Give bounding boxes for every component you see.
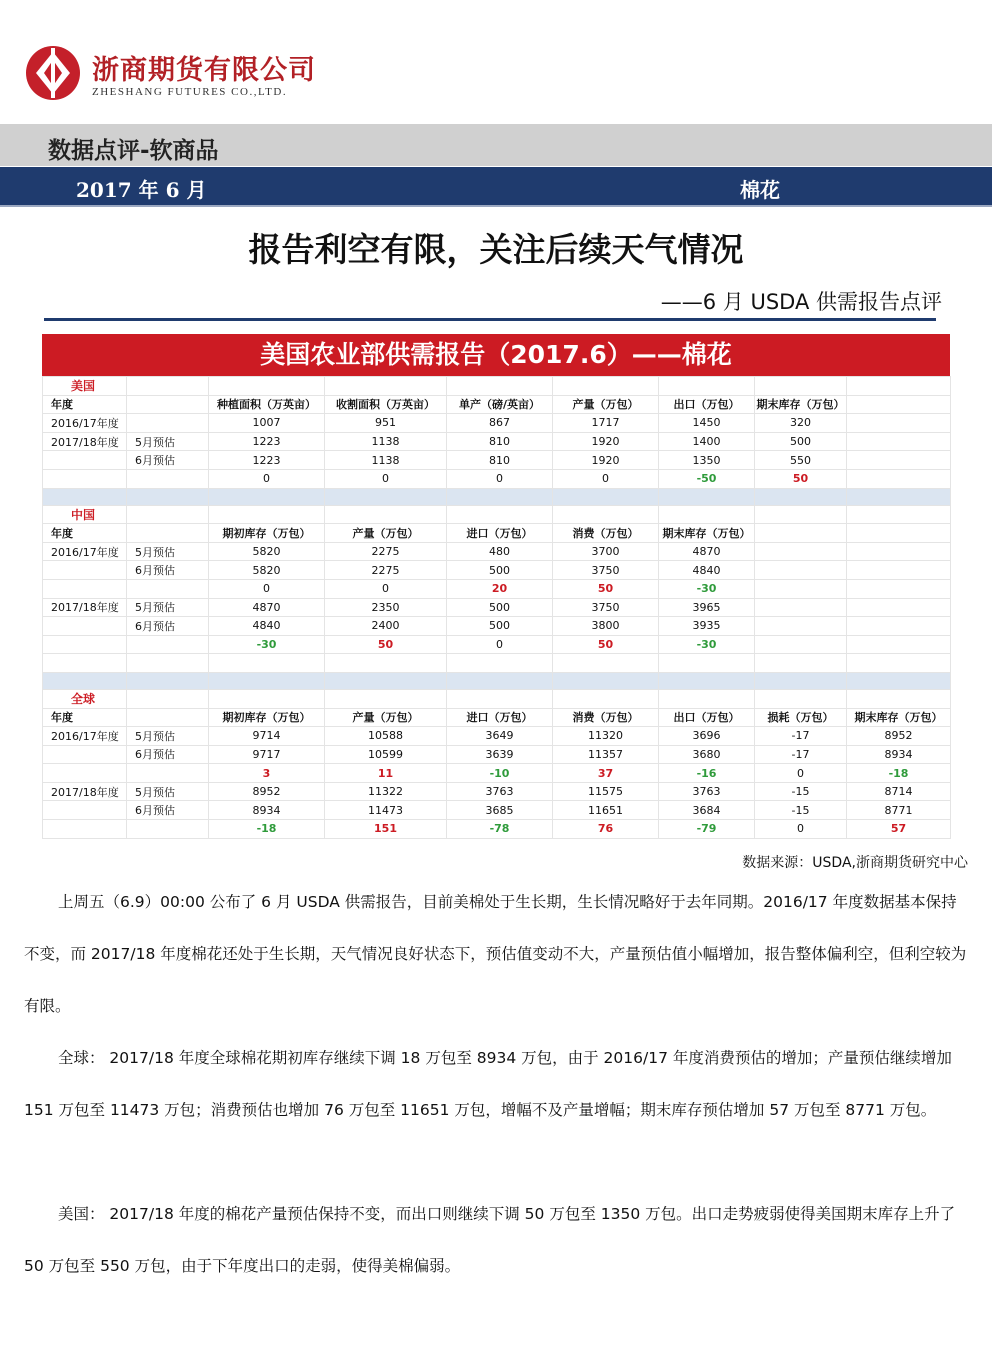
table-cell: [847, 579, 951, 598]
table-cell: 年度: [43, 395, 127, 414]
table-cell: 1450: [659, 414, 755, 433]
company-logo: [24, 44, 82, 102]
table-cell: 0: [755, 764, 847, 783]
table-cell: [43, 579, 127, 598]
table-cell: 810: [447, 432, 553, 451]
table-cell: -15: [755, 782, 847, 801]
table-cell: 4840: [659, 561, 755, 580]
table-cell: 进口（万包）: [447, 524, 553, 543]
table-cell: 6月预估: [127, 451, 209, 470]
table-cell: 3763: [447, 782, 553, 801]
page-title: 报告利空有限，关注后续天气情况: [248, 230, 744, 269]
report-date: 2017 年 6 月: [76, 178, 207, 202]
table-cell: 2016/17年度: [43, 542, 127, 561]
table-cell: 3696: [659, 727, 755, 746]
table-row: [43, 561, 951, 580]
table-cell: [847, 505, 951, 524]
table-cell: 3965: [659, 598, 755, 617]
table-cell: 4870: [659, 542, 755, 561]
table-cell: 期末库存（万包）: [847, 708, 951, 727]
table-cell: [43, 801, 127, 820]
table-cell: 6月预估: [127, 745, 209, 764]
table-cell: [325, 689, 447, 708]
table-cell: -30: [659, 635, 755, 654]
table-cell: [447, 689, 553, 708]
table-cell: 年度: [43, 524, 127, 543]
table-cell: [43, 561, 127, 580]
table-cell: [847, 432, 951, 451]
table-cell: [127, 414, 209, 433]
section-us-label-row: [43, 377, 951, 396]
table-cell: [755, 542, 847, 561]
table-cell: 0: [325, 579, 447, 598]
table-cell: 1717: [553, 414, 659, 433]
table-cell: 50: [553, 635, 659, 654]
table-cell: [43, 820, 127, 839]
table-cell: [755, 377, 847, 396]
table-cell: 0: [553, 469, 659, 488]
table-cell: 8934: [847, 745, 951, 764]
table-cell: [43, 469, 127, 488]
table-cell: 期末库存（万包）: [755, 395, 847, 414]
table-cell: [847, 395, 951, 414]
table-cell: 出口（万包）: [659, 708, 755, 727]
table-cell: 50: [553, 579, 659, 598]
table-cell: [847, 542, 951, 561]
table-cell: 5820: [209, 542, 325, 561]
table-cell: [127, 377, 209, 396]
table-cell: 8714: [847, 782, 951, 801]
table-cell: [847, 451, 951, 470]
section-separator: [43, 488, 951, 505]
table-cell: 6月预估: [127, 801, 209, 820]
table-cell: 3680: [659, 745, 755, 764]
table-cell: [847, 377, 951, 396]
table-cell: 期初库存（万包）: [209, 708, 325, 727]
table-row: [43, 820, 951, 839]
table-cell: -10: [447, 764, 553, 783]
table-cell: 0: [325, 469, 447, 488]
table-cell: [553, 689, 659, 708]
table-cell: [43, 764, 127, 783]
table-cell: [755, 505, 847, 524]
table-cell: 8934: [209, 801, 325, 820]
table-cell: 11651: [553, 801, 659, 820]
table-cell: [553, 377, 659, 396]
table-cell: [43, 451, 127, 470]
table-cell: -18: [847, 764, 951, 783]
table-cell: -79: [659, 820, 755, 839]
table-cell: 1223: [209, 451, 325, 470]
table-cell: [847, 598, 951, 617]
table-cell: -18: [209, 820, 325, 839]
table-cell: 3649: [447, 727, 553, 746]
table-cell: 出口（万包）: [659, 395, 755, 414]
table-cell: 11357: [553, 745, 659, 764]
table-cell: [43, 617, 127, 636]
section-label: 全球: [43, 689, 127, 708]
table-cell: 951: [325, 414, 447, 433]
table-cell: 消费（万包）: [553, 708, 659, 727]
table-cell: 年度: [43, 708, 127, 727]
table-cell: 3685: [447, 801, 553, 820]
table-cell: 1223: [209, 432, 325, 451]
section-world-header-row: [43, 708, 951, 727]
table-cell: 10588: [325, 727, 447, 746]
table-cell: 6月预估: [127, 561, 209, 580]
section-label: 中国: [43, 505, 127, 524]
table-cell: 2275: [325, 561, 447, 580]
table-cell: 0: [209, 579, 325, 598]
table-row: [43, 432, 951, 451]
table-cell: 3684: [659, 801, 755, 820]
table-cell: [847, 414, 951, 433]
table-cell: [43, 635, 127, 654]
table-cell: [847, 617, 951, 636]
table-cell: 期末库存（万包）: [659, 524, 755, 543]
table-title: 美国农业部供需报告（2017.6）——棉花: [42, 334, 950, 376]
table-cell: 3935: [659, 617, 755, 636]
table-cell: 0: [447, 469, 553, 488]
table-cell: 损耗（万包）: [755, 708, 847, 727]
table-cell: [127, 505, 209, 524]
table-row: [43, 764, 951, 783]
table-cell: 1350: [659, 451, 755, 470]
table-cell: [325, 505, 447, 524]
table-cell: 产量（万包）: [553, 395, 659, 414]
table-cell: -17: [755, 745, 847, 764]
table-cell: 3800: [553, 617, 659, 636]
table-cell: 2017/18年度: [43, 782, 127, 801]
table-cell: [127, 635, 209, 654]
table-cell: -30: [209, 635, 325, 654]
blank-row: [43, 654, 951, 673]
table-cell: 0: [209, 469, 325, 488]
table-cell: 11320: [553, 727, 659, 746]
table-cell: 2275: [325, 542, 447, 561]
table-cell: 5月预估: [127, 727, 209, 746]
table-cell: 单产（磅/英亩）: [447, 395, 553, 414]
table-cell: [127, 579, 209, 598]
table-cell: 50: [325, 635, 447, 654]
table-cell: 产量（万包）: [325, 708, 447, 727]
company-name-cn: 浙商期货有限公司: [92, 55, 316, 86]
section-us-header-row: [43, 395, 951, 414]
table-cell: [127, 395, 209, 414]
data-source: 数据来源：USDA,浙商期货研究中心: [742, 855, 968, 871]
table-row: [43, 579, 951, 598]
table-cell: [325, 377, 447, 396]
table-cell: 151: [325, 820, 447, 839]
table-cell: [209, 505, 325, 524]
table-cell: 2017/18年度: [43, 432, 127, 451]
table-cell: 产量（万包）: [325, 524, 447, 543]
section-label: 美国: [43, 377, 127, 396]
table-cell: [127, 820, 209, 839]
table-cell: [755, 579, 847, 598]
table-cell: [755, 524, 847, 543]
table-cell: 3700: [553, 542, 659, 561]
table-cell: [127, 469, 209, 488]
table-cell: 2016/17年度: [43, 727, 127, 746]
table-cell: 8952: [847, 727, 951, 746]
table-row: [43, 801, 951, 820]
table-cell: [755, 561, 847, 580]
table-cell: [755, 598, 847, 617]
table-cell: [127, 708, 209, 727]
table-cell: -17: [755, 727, 847, 746]
table-cell: [847, 689, 951, 708]
table-cell: 500: [447, 598, 553, 617]
section-separator: [43, 672, 951, 689]
table-cell: [659, 377, 755, 396]
table-cell: 1007: [209, 414, 325, 433]
table-cell: -30: [659, 579, 755, 598]
table-cell: 9714: [209, 727, 325, 746]
table-row: [43, 542, 951, 561]
table-cell: 11575: [553, 782, 659, 801]
table-cell: 480: [447, 542, 553, 561]
table-row: [43, 745, 951, 764]
table-cell: 进口（万包）: [447, 708, 553, 727]
table-cell: 2016/17年度: [43, 414, 127, 433]
paragraph-world: 全球： 2017/18 年度全球棉花期初库存继续下调 18 万包至 8934 万包，由于 2016/17 年度消费预估的增加；产量预估继续增加 151 万包至 11473 万包；消费预估也增加 76 万包至 11651 万包，增幅不及产量增幅；期末库存预估增加 57 万包至 8771 万包。: [24, 1049, 952, 1119]
table-cell: 2350: [325, 598, 447, 617]
table-cell: [755, 617, 847, 636]
table-cell: 3750: [553, 561, 659, 580]
table-cell: 76: [553, 820, 659, 839]
table-cell: 3639: [447, 745, 553, 764]
table-row: [43, 635, 951, 654]
table-row: [43, 414, 951, 433]
table-cell: 1920: [553, 432, 659, 451]
table-cell: 8952: [209, 782, 325, 801]
table-cell: 2400: [325, 617, 447, 636]
table-cell: 消费（万包）: [553, 524, 659, 543]
section-china-label-row: [43, 505, 951, 524]
table-cell: 收割面积（万英亩）: [325, 395, 447, 414]
table-cell: -50: [659, 469, 755, 488]
table-cell: [43, 745, 127, 764]
page-subtitle: ——6 月 USDA 供需报告点评: [660, 290, 942, 314]
table-row: [43, 451, 951, 470]
table-row: [43, 469, 951, 488]
commodity-label: 棉花: [740, 178, 780, 202]
section-world-label-row: [43, 689, 951, 708]
table-cell: 期初库存（万包）: [209, 524, 325, 543]
table-cell: [447, 377, 553, 396]
table-cell: 3: [209, 764, 325, 783]
table-cell: 1920: [553, 451, 659, 470]
table-cell: 3750: [553, 598, 659, 617]
table-row: [43, 727, 951, 746]
table-cell: 6月预估: [127, 617, 209, 636]
table-cell: [659, 505, 755, 524]
table-cell: -78: [447, 820, 553, 839]
table-cell: [847, 561, 951, 580]
table-cell: [447, 505, 553, 524]
table-cell: [127, 764, 209, 783]
table-cell: 5月预估: [127, 598, 209, 617]
table-cell: 10599: [325, 745, 447, 764]
table-cell: 20: [447, 579, 553, 598]
table-cell: [209, 377, 325, 396]
title-divider: [44, 318, 936, 321]
table-cell: 0: [447, 635, 553, 654]
table-cell: -15: [755, 801, 847, 820]
company-name-en: ZHESHANG FUTURES CO.,LTD.: [92, 86, 288, 98]
usda-table: [42, 334, 950, 839]
table-cell: [659, 689, 755, 708]
table-cell: [127, 524, 209, 543]
table-cell: 810: [447, 451, 553, 470]
table-cell: 867: [447, 414, 553, 433]
table-cell: 11322: [325, 782, 447, 801]
data-table: [42, 376, 951, 839]
table-cell: 9717: [209, 745, 325, 764]
table-cell: 57: [847, 820, 951, 839]
paragraph-intro: 上周五（6.9）00:00 公布了 6 月 USDA 供需报告，目前美棉处于生长期，生长情况略好于去年同期。2016/17 年度数据基本保持不变，而 2017/18 年度棉花还处于生长期，天气情况良好状态下，预估值变动不大，产量预估值小幅增加，报告整体偏利空，但利空较为有限。: [24, 893, 967, 1015]
table-cell: 50: [755, 469, 847, 488]
table-cell: 2017/18年度: [43, 598, 127, 617]
table-cell: 3763: [659, 782, 755, 801]
table-cell: 500: [755, 432, 847, 451]
report-category: 数据点评-软商品: [48, 138, 219, 164]
section-china-header-row: [43, 524, 951, 543]
table-cell: 4870: [209, 598, 325, 617]
table-cell: 1138: [325, 451, 447, 470]
table-row: [43, 617, 951, 636]
table-cell: [553, 505, 659, 524]
table-cell: [847, 635, 951, 654]
table-cell: 种植面积（万英亩）: [209, 395, 325, 414]
table-cell: 550: [755, 451, 847, 470]
paragraph-us: 美国： 2017/18 年度的棉花产量预估保持不变，而出口则继续下调 50 万包至 1350 万包。出口走势疲弱使得美国期末库存上升了 50 万包至 550 万包，由于下年度出口的走弱，使得美棉偏弱。: [24, 1205, 956, 1275]
table-cell: [127, 689, 209, 708]
table-cell: 1138: [325, 432, 447, 451]
table-cell: 8771: [847, 801, 951, 820]
table-cell: -16: [659, 764, 755, 783]
table-cell: 0: [755, 820, 847, 839]
table-cell: [755, 635, 847, 654]
table-cell: 1400: [659, 432, 755, 451]
table-row: [43, 782, 951, 801]
table-cell: 4840: [209, 617, 325, 636]
table-cell: 11473: [325, 801, 447, 820]
table-cell: 5月预估: [127, 542, 209, 561]
table-row: [43, 598, 951, 617]
table-cell: [847, 524, 951, 543]
table-cell: [847, 469, 951, 488]
table-cell: 5月预估: [127, 782, 209, 801]
table-cell: 11: [325, 764, 447, 783]
table-cell: [755, 689, 847, 708]
table-cell: 320: [755, 414, 847, 433]
table-cell: 5月预估: [127, 432, 209, 451]
table-cell: 500: [447, 617, 553, 636]
table-cell: 5820: [209, 561, 325, 580]
table-cell: 37: [553, 764, 659, 783]
table-cell: 500: [447, 561, 553, 580]
table-cell: [209, 689, 325, 708]
